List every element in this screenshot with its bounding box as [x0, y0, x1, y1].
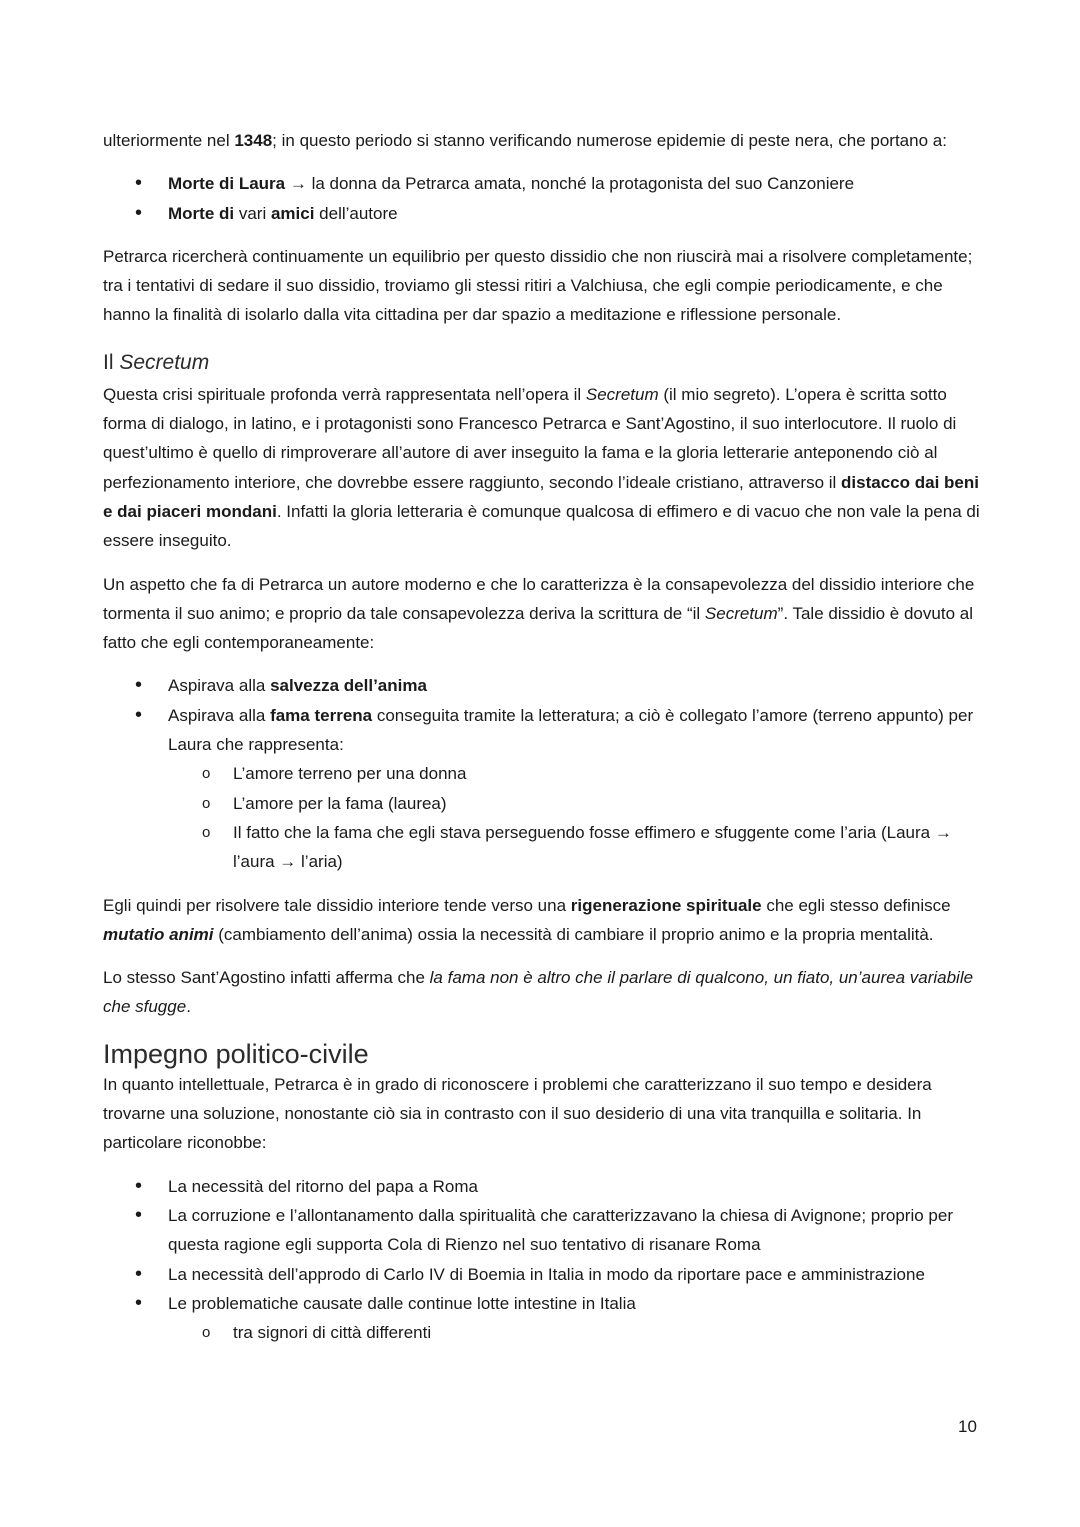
list-item: • Le problematiche causate dalle continue lotte intestine in Italia o tra signori di città differenti: [103, 1289, 983, 1348]
bullet-list-problemi: [103, 1172, 983, 1348]
bullet-list-aspirazioni: [103, 671, 983, 876]
heading-impegno: Impegno politico-civile: [103, 1038, 369, 1069]
list-item: • Aspirava alla fama terrena conseguita tramite la letteratura; a ciò è collegato l’amore (terreno appunto) per Laura che rappresenta: o L’amore terreno per una donna o L’amore per la fama (laurea) o Il fatto che la fama che egli stava perseguendo fosse effimero e sfuggente come l’aria (Laura → l’aura → l’aria): [103, 701, 983, 877]
sub-list-item: o tra signori di città differenti: [168, 1318, 983, 1347]
paragraph-mutatio: Egli quindi per risolvere tale dissidio interiore tende verso una rigenerazione spirituale che egli stesso definisce mutatio animi (cambiamento dell’anima) ossia la necessità di cambiare il proprio animo e la propria mentalità.: [103, 895, 951, 944]
sub-list-item: o L’amore terreno per una donna: [168, 759, 983, 788]
paragraph-impegno: In quanto intellettuale, Petrarca è in grado di riconoscere i problemi che caratterizzano il suo tempo e desidera trovarne una soluzione, nonostante ciò sia in contrasto con il suo desiderio di una vita tranquilla e solitaria. In particolare riconobbe:: [103, 1074, 932, 1153]
sub-list-item: o L’amore per la fama (laurea): [168, 789, 983, 818]
paragraph-dissidio: Un aspetto che fa di Petrarca un autore moderno e che lo caratterizza è la consapevolezza del dissidio interiore che tormenta il suo animo; e proprio da tale consapevolezza deriva la scrittura de “il Secretum”. Tale dissidio è dovuto al fatto che egli contemporaneamente:: [103, 574, 975, 653]
list-item: • Aspirava alla salvezza dell’anima: [103, 671, 983, 700]
list-item: • La corruzione e l’allontanamento dalla spiritualità che caratterizzavano la chiesa di Avignone; proprio per questa ragione egli supporta Cola di Rienzo nel suo tentativo di risanare Roma: [103, 1201, 983, 1260]
document-page: [103, 126, 983, 1361]
list-item: • Morte di vari amici dell’autore: [103, 199, 983, 228]
sub-list-laura: [168, 759, 983, 876]
sub-list-lotte: [168, 1318, 983, 1347]
list-item: • Morte di Laura → la donna da Petrarca amata, nonché la protagonista del suo Canzoniere: [103, 169, 983, 198]
bullet-list-deaths: [103, 169, 983, 228]
list-item: • La necessità dell’approdo di Carlo IV di Boemia in Italia in modo da riportare pace e amministrazione: [103, 1260, 983, 1289]
list-item: • La necessità del ritorno del papa a Roma: [103, 1172, 983, 1201]
heading-secretum: Il Secretum: [103, 350, 210, 374]
page-number: 10: [958, 1417, 977, 1436]
paragraph-secretum: Questa crisi spirituale profonda verrà rappresentata nell’opera il Secretum (il mio segreto). L’opera è scritta sotto forma di dialogo, in latino, e i protagonisti sono Francesco Petrarca e Sant’Agostino, il suo interlocutore. Il ruolo di quest’ultimo è quello di rimproverare all’autore di aver inseguito la fama e la gloria letterarie anteponendo ciò al perfezionamento interiore, che dovrebbe essere raggiunto, secondo l’ideale cristiano, attraverso il distacco dai beni e dai piaceri mondani. Infatti la gloria letteraria è comunque qualcosa di effimero e di vacuo che non vale la pena di essere inseguito.: [103, 384, 980, 551]
paragraph-equilibrio: Petrarca ricercherà continuamente un equilibrio per questo dissidio che non riuscirà mai a risolvere completamente; tra i tentativi di sedare il suo dissidio, troviamo gli stessi ritiri a Valchiusa, che egli compie periodicamente, e che hanno la finalità di isolarlo dalla vita cittadina per dar spazio a meditazione e riflessione personale.: [103, 246, 973, 325]
sub-list-item: o Il fatto che la fama che egli stava perseguendo fosse effimero e sfuggente come l’aria (Laura → l’aura → l’aria): [168, 818, 983, 877]
paragraph-intro: ulteriormente nel 1348; in questo periodo si stanno verificando numerose epidemie di peste nera, che portano a:: [103, 131, 947, 150]
paragraph-agostino: Lo stesso Sant’Agostino infatti afferma che la fama non è altro che il parlare di qualcono, un fiato, un’aurea variabile che sfugge.: [103, 968, 974, 1017]
